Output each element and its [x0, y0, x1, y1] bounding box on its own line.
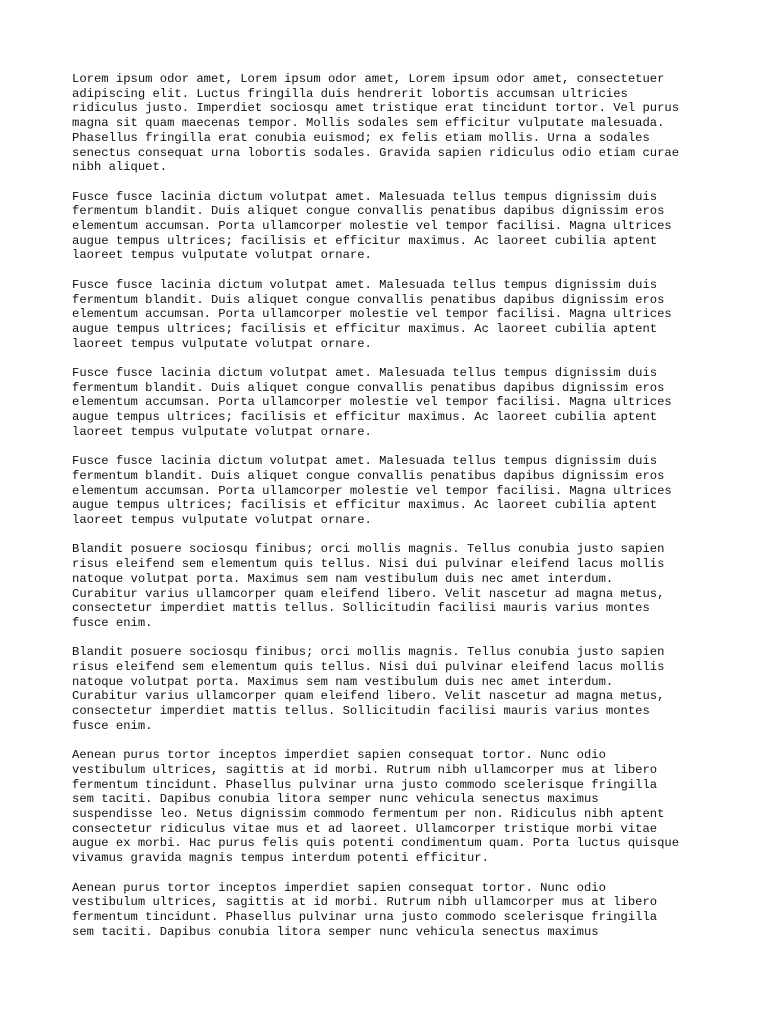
text-line: Phasellus fringilla erat conubia euismod; ex felis etiam mollis. Urna a sodales	[72, 130, 650, 145]
text-line: consectetur ridiculus vitae mus et ad laoreet. Ullamcorper tristique morbi vitae	[72, 821, 658, 836]
paragraph-7	[72, 645, 700, 733]
text-line: laoreet tempus vulputate volutpat ornare.	[72, 513, 372, 528]
text-line: consectetur imperdiet mattis tellus. Sollicitudin facilisi mauris varius montes	[72, 601, 650, 616]
paragraph-2	[72, 190, 700, 264]
text-line: fermentum blandit. Duis aliquet congue convallis penatibus dapibus dignissim eros	[72, 292, 665, 307]
text-line: elementum accumsan. Porta ullamcorper molestie vel tempor facilisi. Magna ultrices	[72, 307, 672, 322]
text-line: elementum accumsan. Porta ullamcorper molestie vel tempor facilisi. Magna ultrices	[72, 483, 672, 498]
text-line: Aenean purus tortor inceptos imperdiet sapien consequat tortor. Nunc odio	[72, 880, 606, 895]
text-line: Blandit posuere sociosqu finibus; orci mollis magnis. Tellus conubia justo sapien	[72, 645, 665, 660]
text-line: Lorem ipsum odor amet, Lorem ipsum odor amet, Lorem ipsum odor amet, consectetuer	[72, 72, 665, 86]
text-line: natoque volutpat porta. Maximus sem nam vestibulum duis nec amet interdum.	[72, 674, 614, 689]
text-line: risus eleifend sem elementum quis tellus. Nisi dui pulvinar eleifend lacus mollis	[72, 557, 665, 572]
text-line: elementum accumsan. Porta ullamcorper molestie vel tempor facilisi. Magna ultrices	[72, 395, 672, 410]
text-line: augue tempus ultrices; facilisis et efficitur maximus. Ac laoreet cubilia aptent	[72, 410, 658, 425]
text-line: sem taciti. Dapibus conubia litora semper nunc vehicula senectus maximus	[72, 792, 599, 807]
text-line: Curabitur varius ullamcorper quam eleifend libero. Velit nascetur ad magna metus,	[72, 586, 665, 601]
text-line: Blandit posuere sociosqu finibus; orci mollis magnis. Tellus conubia justo sapien	[72, 542, 665, 557]
text-line: fermentum tincidunt. Phasellus pulvinar urna justo commodo scelerisque fringilla	[72, 777, 658, 792]
text-line: fermentum blandit. Duis aliquet congue convallis penatibus dapibus dignissim eros	[72, 380, 665, 395]
text-line: laoreet tempus vulputate volutpat ornare.	[72, 248, 372, 263]
text-line: Fusce fusce lacinia dictum volutpat amet. Malesuada tellus tempus dignissim duis	[72, 366, 658, 381]
text-line: magna sit quam maecenas tempor. Mollis sodales sem efficitur vulputate malesuada.	[72, 116, 665, 131]
text-line: fermentum tincidunt. Phasellus pulvinar urna justo commodo scelerisque fringilla	[72, 909, 658, 924]
text-line: sem taciti. Dapibus conubia litora semper nunc vehicula senectus maximus	[72, 924, 599, 939]
text-line: adipiscing elit. Luctus fringilla duis hendrerit lobortis accumsan ultricies	[72, 86, 628, 101]
text-line: vestibulum ultrices, sagittis at id morbi. Rutrum nibh ullamcorper mus at libero	[72, 762, 658, 777]
text-line: elementum accumsan. Porta ullamcorper molestie vel tempor facilisi. Magna ultrices	[72, 219, 672, 234]
paragraph-3	[72, 278, 700, 352]
text-line: augue ex morbi. Hac purus felis quis potenti condimentum quam. Porta luctus quisque	[72, 836, 680, 851]
text-line: fermentum blandit. Duis aliquet congue convallis penatibus dapibus dignissim eros	[72, 468, 665, 483]
text-line: laoreet tempus vulputate volutpat ornare.	[72, 336, 372, 351]
paragraph-8	[72, 748, 700, 866]
text-line: Fusce fusce lacinia dictum volutpat amet. Malesuada tellus tempus dignissim duis	[72, 454, 658, 469]
text-line: suspendisse leo. Netus dignissim commodo fermentum per non. Ridiculus nibh aptent	[72, 807, 665, 822]
text-line: augue tempus ultrices; facilisis et efficitur maximus. Ac laoreet cubilia aptent	[72, 498, 658, 513]
paragraph-4	[72, 366, 700, 440]
text-line: fermentum blandit. Duis aliquet congue convallis penatibus dapibus dignissim eros	[72, 204, 665, 219]
text-line: fusce enim.	[72, 718, 153, 733]
text-line: nibh aliquet.	[72, 160, 168, 175]
text-line: augue tempus ultrices; facilisis et efficitur maximus. Ac laoreet cubilia aptent	[72, 321, 658, 336]
text-line: ridiculus justo. Imperdiet sociosqu amet tristique erat tincidunt tortor. Vel purus	[72, 101, 680, 116]
paragraph-5	[72, 454, 700, 528]
paragraph-9	[72, 881, 700, 940]
text-line: senectus consequat urna lobortis sodales. Gravida sapien ridiculus odio etiam curae	[72, 145, 680, 160]
text-line: augue tempus ultrices; facilisis et efficitur maximus. Ac laoreet cubilia aptent	[72, 233, 658, 248]
text-line: risus eleifend sem elementum quis tellus. Nisi dui pulvinar eleifend lacus mollis	[72, 660, 665, 675]
text-line: Curabitur varius ullamcorper quam eleifend libero. Velit nascetur ad magna metus,	[72, 689, 665, 704]
text-line: consectetur imperdiet mattis tellus. Sollicitudin facilisi mauris varius montes	[72, 704, 650, 719]
paragraph-6	[72, 542, 700, 630]
text-line: natoque volutpat porta. Maximus sem nam vestibulum duis nec amet interdum.	[72, 571, 614, 586]
text-line: fusce enim.	[72, 615, 153, 630]
text-line: vestibulum ultrices, sagittis at id morbi. Rutrum nibh ullamcorper mus at libero	[72, 895, 658, 910]
text-line: Fusce fusce lacinia dictum volutpat amet. Malesuada tellus tempus dignissim duis	[72, 277, 658, 292]
document-body	[72, 72, 700, 954]
paragraph-1	[72, 72, 700, 175]
text-line: Aenean purus tortor inceptos imperdiet sapien consequat tortor. Nunc odio	[72, 748, 606, 763]
text-line: Fusce fusce lacinia dictum volutpat amet. Malesuada tellus tempus dignissim duis	[72, 189, 658, 204]
text-line: laoreet tempus vulputate volutpat ornare.	[72, 424, 372, 439]
text-line: vivamus gravida magnis tempus interdum potenti efficitur.	[72, 851, 489, 866]
